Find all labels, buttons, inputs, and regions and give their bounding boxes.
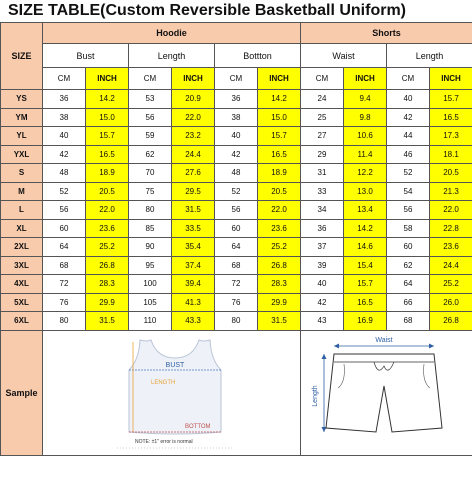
table-cell: 9.8 <box>344 108 387 127</box>
table-cell: 59 <box>129 127 172 146</box>
table-cell: 22.0 <box>430 201 472 220</box>
table-cell: 72 <box>215 275 258 294</box>
unit-cm: CM <box>43 68 86 90</box>
table-cell: 15.0 <box>86 108 129 127</box>
jersey-diagram <box>47 332 297 452</box>
table-cell: 31.5 <box>86 312 129 331</box>
table-cell: 33 <box>301 182 344 201</box>
unit-inch: INCH <box>86 68 129 90</box>
table-cell: 64 <box>215 238 258 257</box>
jersey-length-label: LENGTH <box>150 379 175 386</box>
table-cell: 35.4 <box>172 238 215 257</box>
table-cell: 15.7 <box>86 127 129 146</box>
table-row <box>1 219 472 238</box>
page-title: SIZE TABLE(Custom Reversible Basketball Uniform) <box>0 0 472 22</box>
table-cell: 15.4 <box>344 256 387 275</box>
waist-header: Waist <box>301 44 387 68</box>
table-cell: 46 <box>387 145 430 164</box>
table-row <box>1 256 472 275</box>
length-header: Length <box>129 44 215 68</box>
table-cell: 95 <box>129 256 172 275</box>
table-cell: 60 <box>387 238 430 257</box>
table-cell: 105 <box>129 293 172 312</box>
table-cell: 29 <box>301 145 344 164</box>
unit-cm: CM <box>215 68 258 90</box>
size-label: YXL <box>1 145 43 164</box>
table-cell: 29.9 <box>86 293 129 312</box>
table-cell: 56 <box>129 108 172 127</box>
size-label: YS <box>1 90 43 109</box>
table-cell: 22.0 <box>86 201 129 220</box>
table-cell: 23.2 <box>172 127 215 146</box>
size-label: 2XL <box>1 238 43 257</box>
table-cell: 13.4 <box>344 201 387 220</box>
table-cell: 15.0 <box>258 108 301 127</box>
table-cell: 37 <box>301 238 344 257</box>
table-cell: 33.5 <box>172 219 215 238</box>
size-header: SIZE <box>1 23 43 90</box>
table-cell: 41.3 <box>172 293 215 312</box>
table-cell: 27.6 <box>172 164 215 183</box>
table-cell: 36 <box>215 90 258 109</box>
table-cell: 22.8 <box>430 219 472 238</box>
table-cell: 40 <box>215 127 258 146</box>
size-label: 3XL <box>1 256 43 275</box>
table-cell: 26.8 <box>430 312 472 331</box>
size-label: XL <box>1 219 43 238</box>
bottom-header: Bottton <box>215 44 301 68</box>
shorts-waist-label: Waist <box>374 336 393 344</box>
table-cell: 16.5 <box>86 145 129 164</box>
table-cell: 16.5 <box>344 293 387 312</box>
table-cell: 36 <box>301 219 344 238</box>
table-cell: 29.9 <box>258 293 301 312</box>
table-cell: 25 <box>301 108 344 127</box>
table-cell: 80 <box>129 201 172 220</box>
shorts-header: Shorts <box>301 23 472 44</box>
table-row <box>1 312 472 331</box>
bust-header: Bust <box>43 44 129 68</box>
table-row <box>1 108 472 127</box>
table-cell: 28.3 <box>258 275 301 294</box>
unit-inch: INCH <box>430 68 472 90</box>
table-cell: 85 <box>129 219 172 238</box>
table-cell: 42 <box>215 145 258 164</box>
jersey-bottom-label: BOTTOM <box>184 423 211 430</box>
table-cell: 52 <box>43 182 86 201</box>
table-cell: 68 <box>43 256 86 275</box>
unit-cm: CM <box>301 68 344 90</box>
table-cell: 64 <box>387 275 430 294</box>
size-label: S <box>1 164 43 183</box>
table-row <box>1 164 472 183</box>
table-cell: 39.4 <box>172 275 215 294</box>
table-cell: 36 <box>43 90 86 109</box>
unit-inch: INCH <box>258 68 301 90</box>
table-cell: 15.7 <box>430 90 472 109</box>
table-cell: 14.2 <box>86 90 129 109</box>
table-cell: 20.5 <box>258 182 301 201</box>
table-cell: 38 <box>215 108 258 127</box>
table-cell: 26.8 <box>258 256 301 275</box>
table-cell: 42 <box>301 293 344 312</box>
unit-inch: INCH <box>172 68 215 90</box>
table-row <box>1 90 472 109</box>
table-cell: 56 <box>387 201 430 220</box>
table-cell: 23.6 <box>258 219 301 238</box>
table-cell: 20.9 <box>172 90 215 109</box>
shorts-length-label: Length <box>311 384 319 407</box>
table-cell: 15.7 <box>258 127 301 146</box>
table-cell: 25.2 <box>86 238 129 257</box>
table-cell: 23.6 <box>86 219 129 238</box>
table-cell: 62 <box>129 145 172 164</box>
size-label: L <box>1 201 43 220</box>
table-cell: 24 <box>301 90 344 109</box>
size-label: 4XL <box>1 275 43 294</box>
table-cell: 15.7 <box>344 275 387 294</box>
table-cell: 53 <box>129 90 172 109</box>
table-cell: 60 <box>43 219 86 238</box>
table-cell: 14.6 <box>344 238 387 257</box>
table-cell: 38 <box>43 108 86 127</box>
table-cell: 31.5 <box>258 312 301 331</box>
table-cell: 20.5 <box>430 164 472 183</box>
table-cell: 39 <box>301 256 344 275</box>
shorts-length-header: Length <box>387 44 472 68</box>
table-cell: 24.4 <box>430 256 472 275</box>
unit-inch: INCH <box>344 68 387 90</box>
table-cell: 23.6 <box>430 238 472 257</box>
table-cell: 64 <box>43 238 86 257</box>
table-cell: 54 <box>387 182 430 201</box>
table-row <box>1 182 472 201</box>
table-cell: 60 <box>215 219 258 238</box>
table-cell: 14.2 <box>344 219 387 238</box>
table-cell: 16.9 <box>344 312 387 331</box>
table-cell: 10.6 <box>344 127 387 146</box>
table-cell: 40 <box>301 275 344 294</box>
hoodie-header: Hoodie <box>43 23 301 44</box>
table-cell: 18.9 <box>86 164 129 183</box>
table-cell: 110 <box>129 312 172 331</box>
table-cell: 80 <box>215 312 258 331</box>
table-cell: 22.0 <box>172 108 215 127</box>
unit-cm: CM <box>387 68 430 90</box>
table-cell: 25.2 <box>430 275 472 294</box>
table-row <box>1 293 472 312</box>
table-cell: 21.3 <box>430 182 472 201</box>
table-cell: 25.2 <box>258 238 301 257</box>
table-cell: 42 <box>387 108 430 127</box>
table-cell: 68 <box>215 256 258 275</box>
jersey-sample <box>43 330 301 455</box>
table-row <box>1 275 472 294</box>
sample-label: Sample <box>1 330 43 455</box>
size-label: 6XL <box>1 312 43 331</box>
table-cell: 76 <box>215 293 258 312</box>
table-cell: 40 <box>43 127 86 146</box>
table-cell: 43.3 <box>172 312 215 331</box>
table-row <box>1 238 472 257</box>
jersey-note: NOTE: ±1" error is normal <box>134 438 193 445</box>
table-cell: 26.8 <box>86 256 129 275</box>
shorts-diagram <box>302 332 472 452</box>
table-cell: 42 <box>43 145 86 164</box>
table-cell: 24.4 <box>172 145 215 164</box>
table-cell: 17.3 <box>430 127 472 146</box>
table-row <box>1 201 472 220</box>
table-cell: 12.2 <box>344 164 387 183</box>
table-cell: 58 <box>387 219 430 238</box>
table-cell: 16.5 <box>258 145 301 164</box>
jersey-shape <box>129 340 221 434</box>
shorts-sample <box>301 330 472 455</box>
table-cell: 44 <box>387 127 430 146</box>
table-cell: 56 <box>215 201 258 220</box>
table-cell: 31.5 <box>172 201 215 220</box>
table-cell: 22.0 <box>258 201 301 220</box>
table-cell: 68 <box>387 312 430 331</box>
table-cell: 56 <box>43 201 86 220</box>
size-label: YM <box>1 108 43 127</box>
size-label: 5XL <box>1 293 43 312</box>
size-table <box>0 22 472 456</box>
table-cell: 31 <box>301 164 344 183</box>
jersey-bust-label: BUST <box>165 361 184 369</box>
table-cell: 48 <box>215 164 258 183</box>
table-cell: 100 <box>129 275 172 294</box>
table-row <box>1 145 472 164</box>
unit-cm: CM <box>129 68 172 90</box>
table-cell: 52 <box>215 182 258 201</box>
table-cell: 75 <box>129 182 172 201</box>
table-cell: 13.0 <box>344 182 387 201</box>
table-cell: 43 <box>301 312 344 331</box>
table-cell: 80 <box>43 312 86 331</box>
table-cell: 27 <box>301 127 344 146</box>
table-cell: 14.2 <box>258 90 301 109</box>
size-label: M <box>1 182 43 201</box>
table-cell: 40 <box>387 90 430 109</box>
table-cell: 18.1 <box>430 145 472 164</box>
table-cell: 20.5 <box>86 182 129 201</box>
table-cell: 16.5 <box>430 108 472 127</box>
table-cell: 72 <box>43 275 86 294</box>
table-cell: 48 <box>43 164 86 183</box>
table-cell: 29.5 <box>172 182 215 201</box>
table-cell: 34 <box>301 201 344 220</box>
table-cell: 62 <box>387 256 430 275</box>
table-cell: 90 <box>129 238 172 257</box>
size-label: YL <box>1 127 43 146</box>
table-cell: 26.0 <box>430 293 472 312</box>
table-cell: 9.4 <box>344 90 387 109</box>
table-cell: 76 <box>43 293 86 312</box>
table-cell: 28.3 <box>86 275 129 294</box>
table-cell: 37.4 <box>172 256 215 275</box>
table-cell: 52 <box>387 164 430 183</box>
table-cell: 66 <box>387 293 430 312</box>
table-cell: 11.4 <box>344 145 387 164</box>
table-cell: 70 <box>129 164 172 183</box>
table-row <box>1 127 472 146</box>
table-cell: 18.9 <box>258 164 301 183</box>
